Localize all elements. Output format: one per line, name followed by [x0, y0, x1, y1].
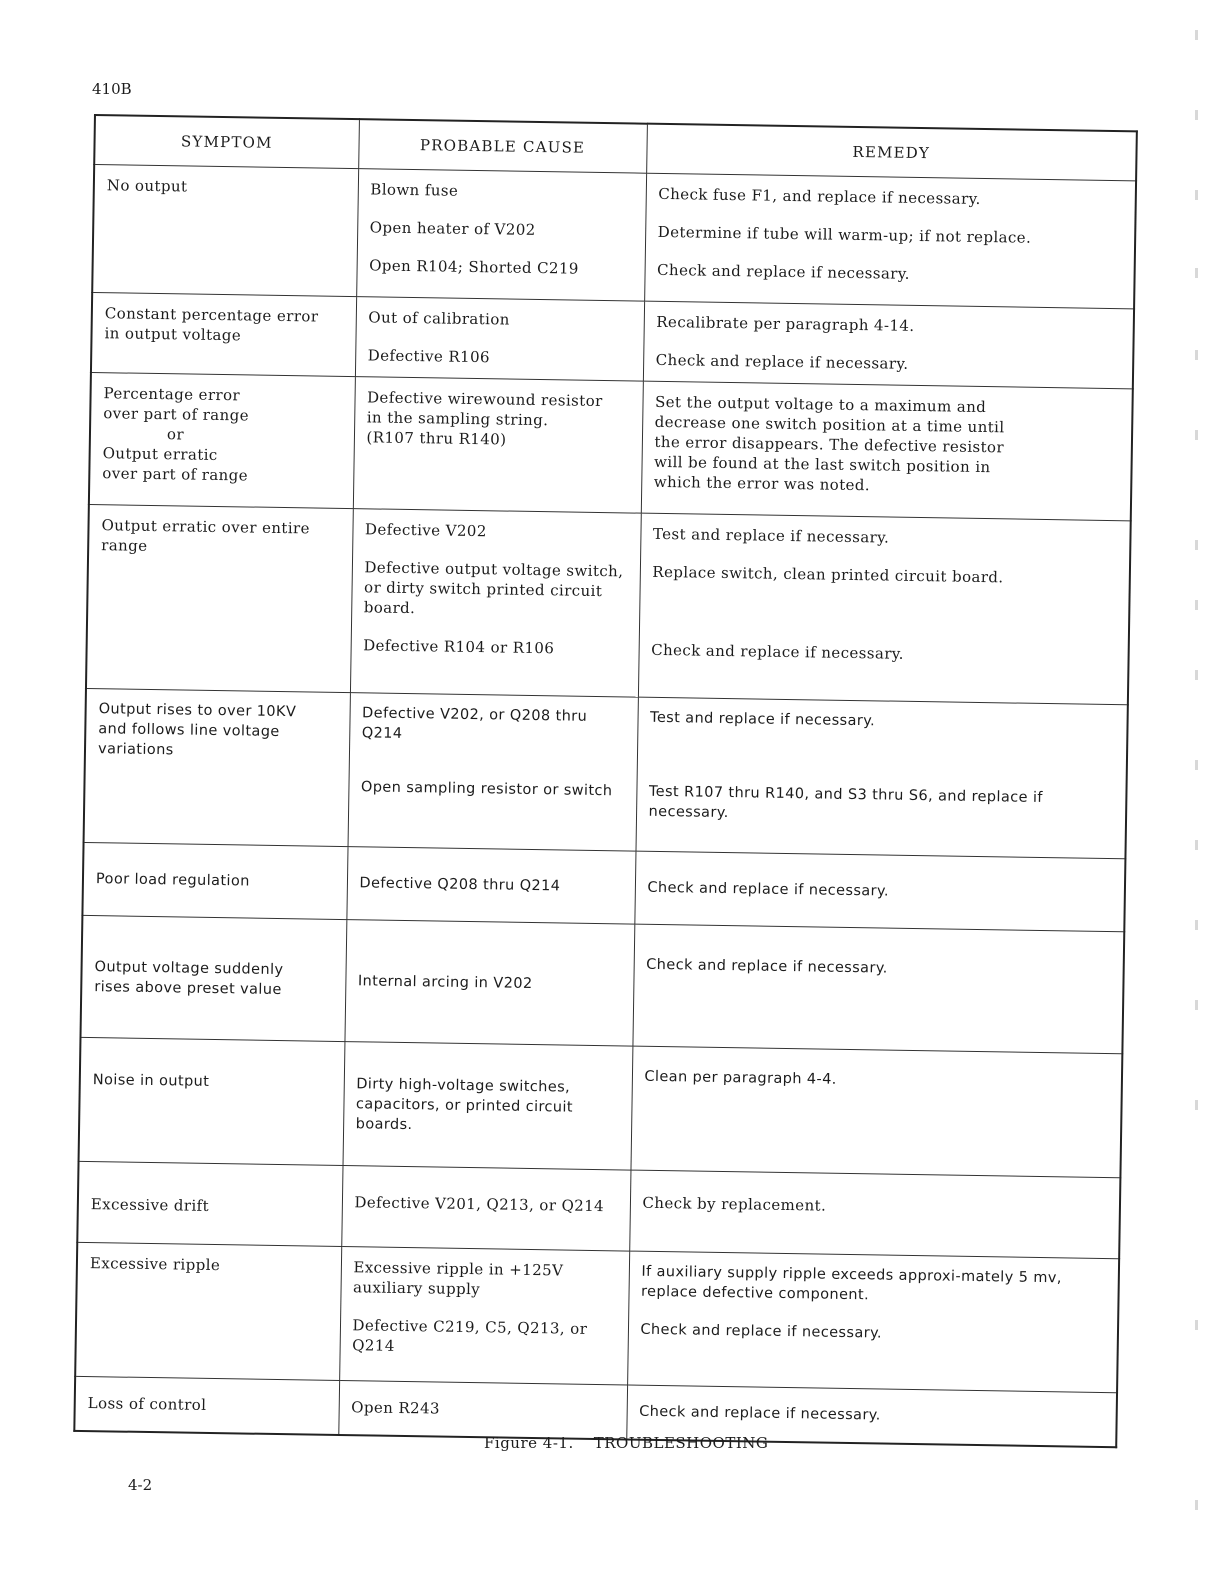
- header-remedy: REMEDY: [646, 124, 1137, 181]
- remedy-text: Determine if tube will warm-up; if not replace.: [657, 222, 1032, 247]
- symptom-text: Excessive ripple: [89, 1253, 221, 1274]
- remedy-cell: [629, 1170, 1120, 1259]
- symptom-cell: [74, 1376, 339, 1435]
- remedy-text: Check and replace if necessary.: [640, 1321, 883, 1342]
- cause-text: in the sampling string.: [366, 408, 549, 430]
- remedy-text: Check fuse F1, and replace if necessary.: [658, 184, 981, 208]
- cause-text: Out of calibration: [368, 308, 510, 329]
- table-row: [80, 916, 1124, 1054]
- page-header-model: 410B: [92, 80, 132, 98]
- cause-text: Open R104; Shorted C219: [369, 256, 579, 278]
- page-number: 4-2: [128, 1476, 153, 1494]
- header-symptom: SYMPTOM: [94, 115, 359, 169]
- cause-text: Excessive ripple in +125V auxiliary supply: [352, 1258, 564, 1299]
- remedy-cell: [644, 173, 1136, 308]
- cause-cell: [348, 693, 638, 852]
- troubleshooting-table-wrapper: [73, 114, 1138, 1448]
- symptom-text: Noise in output: [92, 1072, 210, 1090]
- symptom-text: range: [101, 535, 148, 555]
- remedy-text: Check and replace if necessary.: [639, 1404, 881, 1424]
- remedy-text: Check by replacement.: [642, 1193, 827, 1215]
- symptom-text: No output: [106, 176, 188, 196]
- symptom-cell: [82, 843, 347, 920]
- symptom-text: over part of range: [102, 464, 249, 485]
- cause-text: Internal arcing in V202: [357, 972, 533, 992]
- cause-text: Dirty high-voltage switches, capacitors, or printed circuit boards.: [355, 1076, 574, 1134]
- remedy-text: Replace switch, clean printed circuit board.: [652, 562, 1004, 586]
- header-probable-cause: PROBABLE CAUSE: [358, 119, 647, 173]
- cause-text: Defective C219, C5, Q213, or Q214: [352, 1316, 588, 1355]
- symptom-cell: [92, 165, 358, 297]
- symptom-text: Loss of control: [87, 1394, 207, 1415]
- cause-text: Open heater of V202: [369, 218, 536, 239]
- symptom-text: Output voltage suddenly: [94, 958, 284, 978]
- symptom-text: over part of range: [103, 404, 250, 425]
- figure-number: Figure 4-1.: [484, 1434, 574, 1452]
- cause-cell: [344, 920, 634, 1046]
- remedy-text: Check and replace if necessary.: [651, 640, 905, 663]
- symptom-text: Output rises to over 10KV: [98, 701, 297, 721]
- cause-text: Blown fuse: [370, 180, 459, 200]
- remedy-cell: [638, 513, 1131, 705]
- remedy-cell: [643, 301, 1134, 389]
- symptom-text: or: [166, 425, 185, 444]
- cause-cell: [338, 1380, 627, 1439]
- remedy-text: will be found at the last switch position in: [653, 452, 991, 476]
- remedy-cell: [627, 1251, 1119, 1393]
- cause-text: Open sampling resistor or switch: [360, 779, 613, 800]
- cause-cell: [353, 376, 643, 512]
- remedy-text: Check and replace if necessary.: [656, 260, 911, 283]
- symptom-text: rises above preset value: [94, 978, 282, 998]
- cause-text: Defective R104 or R106: [363, 635, 555, 657]
- remedy-text: Check and replace if necessary.: [655, 350, 909, 373]
- symptom-cell: [89, 372, 355, 508]
- remedy-text: Check and replace if necessary.: [646, 957, 888, 977]
- cause-text: Defective Q208 thru Q214: [359, 875, 561, 895]
- table-row: [92, 165, 1136, 309]
- cause-cell: [346, 847, 635, 925]
- cause-text: Defective output voltage switch, or dirty switch printed circuit board.: [363, 557, 624, 617]
- table-row: [84, 689, 1128, 859]
- cause-cell: [339, 1246, 629, 1384]
- remedy-text: Check and replace if necessary.: [647, 880, 890, 900]
- remedy-text: Clean per paragraph 4-4.: [644, 1068, 837, 1088]
- cause-text: Defective wirewound resistor: [366, 388, 603, 410]
- table-row: [79, 1037, 1123, 1177]
- remedy-text: Recalibrate per paragraph 4-14.: [656, 312, 915, 335]
- remedy-text: Test and replace if necessary.: [649, 710, 876, 730]
- remedy-text: which the error was noted.: [653, 472, 871, 495]
- symptom-cell: [91, 292, 356, 376]
- figure-caption: [484, 1434, 768, 1452]
- figure-title: TROUBLESHOOTING: [593, 1434, 769, 1452]
- table-row: [89, 372, 1133, 520]
- cause-text: Open R243: [351, 1398, 441, 1418]
- symptom-cell: [84, 689, 350, 847]
- remedy-text: the error disappears. The defective resistor: [654, 432, 1005, 457]
- remedy-cell: [632, 924, 1124, 1053]
- cause-cell: [350, 508, 641, 697]
- remedy-cell: [630, 1046, 1122, 1177]
- symptom-text: Percentage error: [103, 384, 241, 405]
- scan-edge-marks: [1178, 0, 1198, 1586]
- symptom-text: in output voltage: [104, 323, 242, 345]
- cause-text: Defective V201, Q213, or Q214: [354, 1192, 605, 1215]
- symptom-cell: [77, 1161, 342, 1246]
- remedy-cell: [635, 697, 1127, 859]
- cause-text: Defective V202: [364, 519, 487, 540]
- symptom-text: and follows line voltage: [98, 721, 280, 741]
- remedy-text: Set the output voltage to a maximum and: [654, 392, 987, 416]
- cause-text: Defective R106: [367, 346, 491, 366]
- cause-text: (R107 thru R140): [366, 428, 507, 449]
- symptom-cell: [75, 1242, 341, 1380]
- remedy-cell: [641, 381, 1133, 520]
- cause-text: Defective V202, or Q208 thru Q214: [361, 705, 588, 743]
- remedy-text: Test R107 thru R140, and S3 thru S6, and replace if necessary.: [648, 784, 1043, 822]
- cause-cell: [355, 296, 644, 381]
- symptom-text: variations: [97, 741, 174, 759]
- symptom-text: Excessive drift: [90, 1194, 210, 1215]
- table-row: [86, 504, 1131, 705]
- table-row: [75, 1242, 1119, 1392]
- symptom-text: Output erratic: [102, 444, 218, 464]
- symptom-cell: [79, 1037, 345, 1165]
- symptom-text: Constant percentage error: [104, 303, 319, 326]
- cause-cell: [356, 169, 646, 301]
- symptom-cell: [86, 504, 353, 693]
- remedy-cell: [634, 851, 1125, 932]
- symptom-text: Poor load regulation: [95, 871, 250, 890]
- cause-cell: [341, 1165, 630, 1251]
- troubleshooting-table: [73, 114, 1138, 1448]
- symptom-text: Output erratic over entire: [101, 515, 311, 538]
- remedy-text: decrease one switch position at a time until: [654, 412, 1005, 437]
- cause-cell: [343, 1042, 633, 1170]
- remedy-text: Test and replace if necessary.: [652, 524, 890, 547]
- symptom-cell: [80, 916, 346, 1042]
- remedy-text: If auxiliary supply ripple exceeds approxi-mately 5 mv, replace defective component.: [640, 1263, 1062, 1304]
